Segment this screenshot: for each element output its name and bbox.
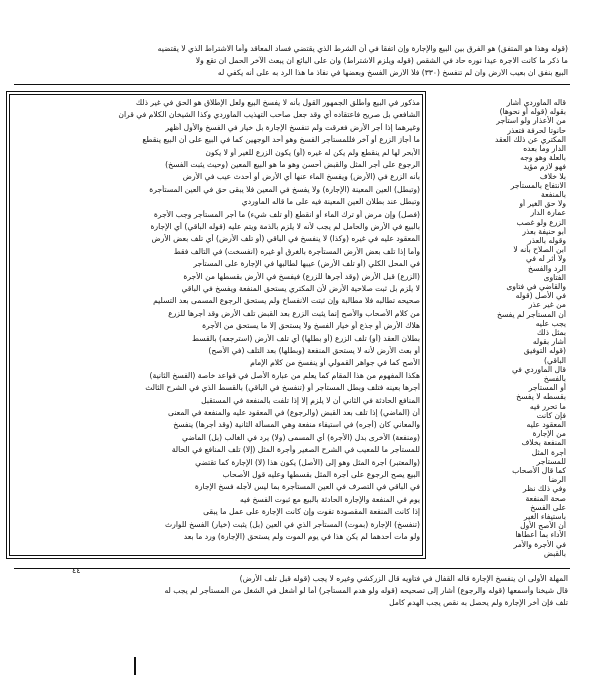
side-line: بقسطه لا يفسخ	[516, 392, 566, 402]
main-line: (فصل) وإن مرض أو ترك الماء أو انقطع (أو تلف شيء) ما أجر المستأجر وجب الأجرة	[153, 209, 420, 219]
bottom-line: تلف فإن أخر الإجارة ولم يحصل به نقص يجب الهدم كامل	[389, 598, 568, 607]
main-line: يوم في المنفعة والإجارة الحادثة بالبيع مع ثبوت الفسخ فيه	[240, 494, 420, 504]
side-line: ولا حق الغير أو	[519, 199, 566, 209]
side-line: بمثل ذلك	[536, 328, 566, 337]
side-line: بالقبض	[543, 548, 566, 558]
main-line: هكذا المفهوم من هذا المقام كما يعلم من عبارة الأصل في قواعد خاصة (الفسخ الثانية)	[149, 370, 420, 380]
side-line: (قوله التوفيق	[523, 346, 566, 356]
side-line: أو المستأجر	[528, 383, 566, 393]
side-line: فهو لازم مؤيد	[523, 162, 566, 172]
main-line: وغيرهما إذا أجر الأرض فغرقت ولم تنفسخ الإجارة بل خيار في الفسخ والأول أظهر	[165, 122, 420, 132]
main-line: والمعاني كان (أجره) في استيفاء منفعة وهي المسألة الثانية (وقد أجرها) ينفسخ	[173, 420, 420, 430]
side-line: المعقود عليه	[526, 420, 566, 429]
side-line: أن الأصح الأول	[520, 521, 566, 531]
main-line: (وتبطل) العين المعينة (الإجارة) ولا يفسخ في المعين فلا يبقى حق في العين المستأجرة	[149, 184, 420, 194]
bottom-line: قال شيخنا وأسمعها (قوله والرجوع) أشار إلى تصحيحه (قوله ولو هدم المستأجر) أما لو أشغل في الشغل من المستأجر لم يجب له	[164, 586, 568, 595]
side-line: ابن الصلاح بأنه لا	[513, 245, 566, 255]
side-line: على الفسخ	[530, 502, 566, 512]
side-line: ما تحرر فيه	[529, 401, 566, 411]
side-line: الرد والفسخ	[527, 263, 566, 273]
main-line: الأبحر لها لم ينقطع ولم يكن له غيره (أو) يكون الزرع للغير أو لا يكون	[205, 147, 420, 157]
side-line: من الأعذار ولو استأجر	[496, 116, 566, 126]
main-line: الرجوع على أجر المثل والقبض أحسن وهو ما هو البيع المعين (وحيث يثبت الفسخ)	[165, 160, 420, 169]
side-line: الرضا	[548, 475, 566, 485]
side-line: في الأجرة والأمر	[513, 539, 566, 549]
side-line: الانتفاع بالمستأجر	[510, 180, 566, 190]
side-line: للمستأجر	[536, 456, 566, 466]
main-line: ما أجاز الزرع أو آخر فللمستأجر الفسخ وهو أحد الوجهين كما في البيع على أن البيع ينقطع	[142, 135, 420, 145]
main-line: هلاك الأرض أو جذع أو خيار الفسخ ولا يستحق إلا ما يستحق من الأجرة	[202, 321, 420, 331]
side-line: قال الماوردي في	[511, 364, 566, 374]
main-line: (تنفسخ) الإجارة (بموت) المستأجر الذي في العين (بل) يثبت (خيار) الفسخ للوارث	[165, 519, 420, 529]
top-line: (قوله وهذا هو المتفق) هو الفرق بين البيع والإجارة وإن اتفقا في أن الشرط الذي يقتضي فساد المعاقد وأما الاشتراط الذي لا يقتضيه	[157, 44, 568, 53]
side-line: المكتري عن ذلك العقد	[495, 134, 566, 144]
margin-mark	[134, 657, 136, 675]
main-line: في الباقي في التصرف في العين المستأجرة بما ليس لأجله فسخ الإجارة	[194, 482, 420, 492]
main-line: في المحل الكلي (أو تلف الأرض) عيبها لطالبها في الإجارة على المستأجر	[193, 259, 420, 269]
side-line: الأداء بما أعطاها	[515, 530, 566, 540]
main-line: وأما إذا تلف بعض الأرض المستأجرة بالغرق أو غيره (انفسخت) في التالف فقط	[173, 246, 420, 256]
main-line: المعقود عليه في غيره (وكذا) لا ينفسخ في الباقي (أو تلف الأرض) أي تلف بعض الأرض	[151, 234, 420, 244]
side-line: الفتاوى	[543, 272, 566, 282]
main-line: (والمعتبر) أجرة المثل وهو إلى (الأصل) يكون هذا (لا) الإجارة كما تقتضي	[195, 457, 420, 467]
side-line: أن المستأجر لم يفسخ	[496, 309, 566, 319]
main-line: البيع يصح الرجوع على أجرة المثل بقسطها وعليه قول الأصحاب	[222, 470, 420, 479]
top-line: البيع بنفق ان بعيب الارض وان لم تنفسخ (٣٣٠) فلا الارض الفسخ وبعضها في نفاذ ما هذا الرد به على أنه يكفي له	[217, 68, 568, 77]
side-line: من غير عذر	[528, 300, 566, 310]
main-line: مذكور في البيع وأطلق الجمهور القول بأنه لا يفسخ البيع ولعل الإطلاق هو الحق في غير ذلك	[135, 98, 420, 107]
side-line: كما قال الأصحاب	[512, 466, 566, 475]
main-line: ولو مات أحدهما لم يكن هذا في يوم الموت ولم يستحق (الإجارة) ورد ما بعد	[183, 532, 420, 541]
main-line: (الزرع) قبل الأرض (وقد أجرها للزرع) فيفسخ في الأرض بقسطها من الأجرة	[183, 271, 420, 281]
side-line: بالفسخ	[543, 374, 566, 383]
main-line: (ومنفعة) الأخرى بدل (الأجرة) أي المسمى (ولا) يرد في الغالب (بل) الماضي	[182, 432, 420, 442]
side-line: في الأصل (قوله	[515, 291, 566, 301]
side-line: قاله الماوردي أشار	[506, 98, 566, 107]
main-line: صحيحه تطالبه فلا مطالبة وإن ثبتت الانفساخ ولم يستحق الرجوع المسمى بعد التسليم	[153, 296, 420, 306]
footnote-rule	[14, 568, 570, 569]
side-line: والقاضي في فتاوى	[506, 282, 566, 291]
side-line: أجرة المثل	[531, 447, 566, 457]
main-line: وتبطل عند بطلان العين المعينة فيه على ما قاله الماوردي	[241, 197, 420, 207]
side-line: الدار وما بعده	[523, 144, 566, 153]
main-line: بأنه الزرع في (الأرض) ويفسخ الماء عنها أي الأرض أو أحدث عيب في الأرض	[182, 172, 420, 182]
side-line: أبو حنيفة بعذر	[522, 226, 566, 236]
top-line: ما ذكر ما كانت الاجرة عيدا نوره حاد في الشقص (قوله ويلزم الاشتراط) وان على البائع ان يبعث الآخر الحمل ان تقع ولا	[195, 56, 568, 65]
side-line: وفي ذلك نظر	[522, 484, 566, 494]
side-line: بالمنفعة	[541, 190, 566, 199]
main-line: الشافعي بل صريح فاعتقاده أي وقد جعل صاحب التهذيب الماوردي وكذا الشيخان الكلام في قران	[118, 110, 420, 120]
main-line: للمستأجر ما للمعيب في الشرح الصغير وأجرة المثل (إلا) تلف المنافع في الحالة	[171, 445, 420, 455]
main-line: الأصح كما في جواهر القمولي أو ينفسخ من كلام الإمام	[250, 358, 420, 368]
main-line: أن (الماضي) إذا تلف بعد القبض (والرجوع) في المعقود عليه والمنفعة في المعنى	[168, 408, 420, 417]
side-line: بقوله (قوله أو نحوها)	[499, 107, 566, 117]
main-line: لا يلزم بل ثبت صلاحية الأرض لأن المكتري يستحق المنفعة ويفسخ في الباقي	[181, 284, 420, 293]
main-line: أو بعث الأرض لأنه لا يستحق المنفعة (وبطلها) بعد التلف (في الأصح)	[208, 346, 420, 355]
side-line: حانوتا لحرفة فتعذر	[507, 125, 566, 135]
side-line: يجب عليه	[535, 318, 566, 328]
side-line: وقوله بالعذر	[527, 236, 566, 245]
side-line: ولا أثر له في	[526, 254, 566, 264]
main-line: من كلام الأصحاب والأصح إنما يثبت الزرع بعد القبض تلف الأرض وقد أجرها للزرع	[168, 308, 420, 318]
side-line: فإن كانت	[536, 410, 566, 420]
side-line: من الإجارة	[532, 429, 566, 439]
main-line: إذا كانت المنفعة المقصودة تفوت وإن كانت الإجارة على عمل ما يبقى	[203, 507, 420, 517]
main-line: المنافع الحادثة في الثاني أن لا يلزم إلا إذا تلفت بالمنفعة في المستقبل	[201, 395, 420, 405]
top-rule	[14, 84, 570, 85]
side-line: الباقي)	[544, 355, 566, 365]
bottom-line: المهلة الأولى ان ينفسخ الإجارة قاله القفال في فتاويه قال الزركشي وغيره لا يجب (قوله قبل تلف الأرض)	[239, 574, 568, 583]
page-number: ٤٤	[72, 566, 81, 575]
side-line: الزرع ولو غصب	[516, 217, 566, 227]
side-line: بالعلة وهو وجه	[520, 153, 566, 163]
main-line: أجرها بعينه فتلف وبطل المستأجر أو (تنفسخ في الباقي) بالقسط الذي في الشرح الثالث	[145, 383, 420, 393]
side-line: باستيفاء الغير	[523, 512, 566, 521]
main-line: بالبيع في الأرض والحامل لم يجب لأنه لا يلزم بالذمة ويتم عليه (قوله الباقي) أي الإجارة	[150, 222, 420, 231]
side-line: عمارة الدار	[530, 208, 566, 218]
side-line: بلا خلاف	[539, 171, 566, 181]
side-line: أشار بقوله	[532, 337, 566, 347]
main-line: بطلان العقد (أو) تلف الزرع (أو بطلها) أي تلف الأرض (استرجعه) بالقسط	[192, 333, 420, 343]
side-line: المنفعة بخلاف	[521, 438, 566, 448]
side-line: صحة المنفعة	[525, 493, 566, 503]
